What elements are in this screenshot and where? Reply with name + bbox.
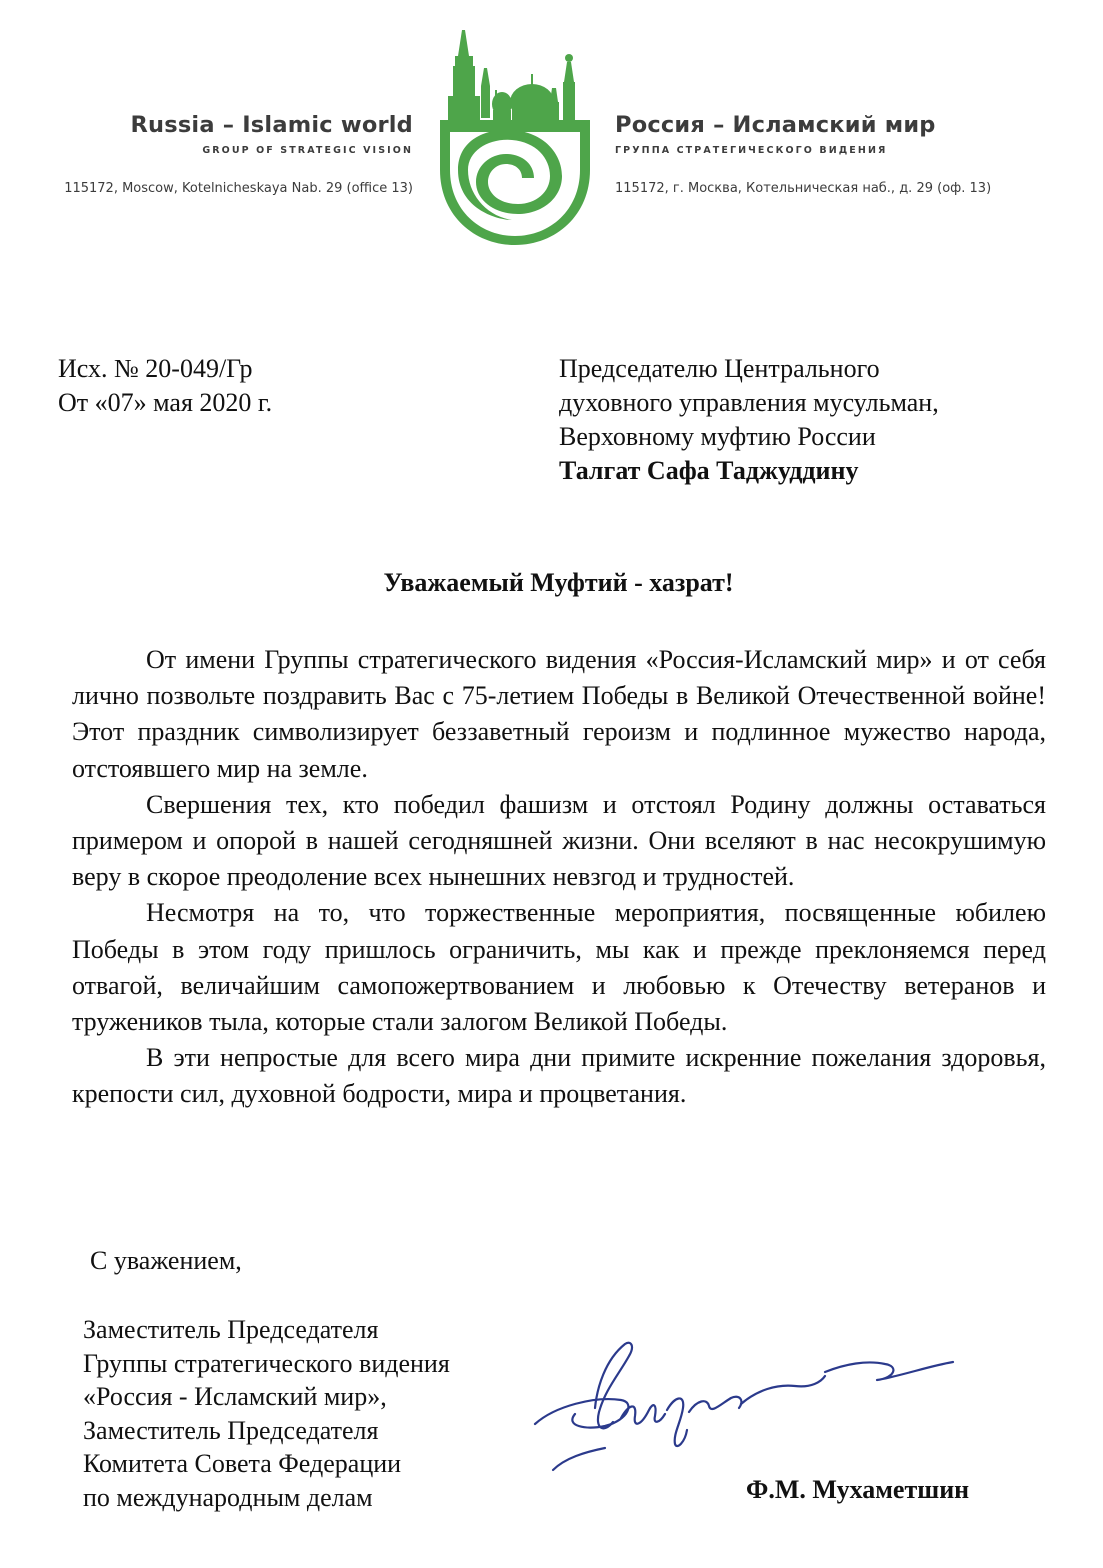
- letter-body: [72, 642, 1046, 1113]
- addressee-name: Талгат Сафа Таджуддину: [559, 456, 859, 485]
- letterhead-english-address: 115172, Moscow, Kotelnicheskaya Nab. 29 (office 13): [64, 181, 413, 196]
- signer-title-line: Заместитель Председателя: [83, 1315, 379, 1344]
- addressee-line: Председателю Центрального: [559, 354, 880, 383]
- signer-title-line: Группы стратегического видения: [83, 1348, 450, 1378]
- salutation: Уважаемый Муфтий - хазрат!: [383, 568, 734, 597]
- signer-title-line: Комитета Совета Федерации: [83, 1449, 402, 1478]
- signer-title-line: по международным делам: [83, 1482, 373, 1512]
- outgoing-reference: [58, 352, 272, 420]
- signer-title-block: [83, 1313, 450, 1514]
- body-paragraph: В эти непростые для всего мира дни примите искренние пожелания здоровья, крепости сил, духовной бодрости, мира и процветания.: [72, 1043, 1046, 1109]
- reference-date: От «07» мая 2020 г.: [58, 388, 273, 417]
- signer-title-line: «Россия - Исламский мир»,: [83, 1382, 387, 1411]
- letterhead-english-name: Russia – Islamic world: [130, 112, 413, 138]
- body-paragraph: Свершения тех, кто победил фашизм и отстоял Родину должны оставаться примером и опорой в нашей сегодняшней жизни. Они вселяют в нас несокрушимую веру в скорое преодоление всех нынешних невзгод и трудностей.: [72, 789, 1046, 892]
- letterhead-russian-address: 115172, г. Москва, Котельническая наб., д. 29 (оф. 13): [615, 181, 992, 196]
- reference-number: Исх. № 20-049/Гр: [58, 354, 253, 383]
- handwritten-signature: [525, 1330, 965, 1480]
- letterhead-english-subtitle: GROUP OF STRATEGIC VISION: [202, 145, 413, 156]
- body-paragraph: От имени Группы стратегического видения «Россия-Исламский мир» и от себя лично позвольте поздравить Вас с 75-летием Победы в Великой Отечественной войне! Этот праздник символизирует беззаветный героизм и подлинное мужество народа, отстоявшего мир на земле.: [72, 645, 1046, 783]
- letterhead-russian-name: Россия – Исламский мир: [615, 112, 936, 138]
- addressee-line: Верховному муфтию России: [559, 422, 876, 451]
- addressee-block: [559, 352, 939, 488]
- kremlin-mosque-logo-icon: [440, 30, 590, 245]
- letterhead-russian-subtitle: ГРУППА СТРАТЕГИЧЕСКОГО ВИДЕНИЯ: [615, 145, 888, 156]
- body-paragraph: Несмотря на то, что торжественные мероприятия, посвященные юбилею Победы в этом году пришлось ограничить, мы как и прежде преклоняемся перед отвагой, величайшим самопожертвованием и любовью к Отечеству ветеранов и тружеников тыла, которые стали залогом Великой Победы.: [72, 898, 1046, 1037]
- closing-phrase: С уважением,: [90, 1246, 242, 1275]
- signer-name: Ф.М. Мухаметшин: [746, 1475, 970, 1504]
- signer-title-line: Заместитель Председателя: [83, 1415, 379, 1445]
- addressee-line: духовного управления мусульман,: [559, 388, 939, 417]
